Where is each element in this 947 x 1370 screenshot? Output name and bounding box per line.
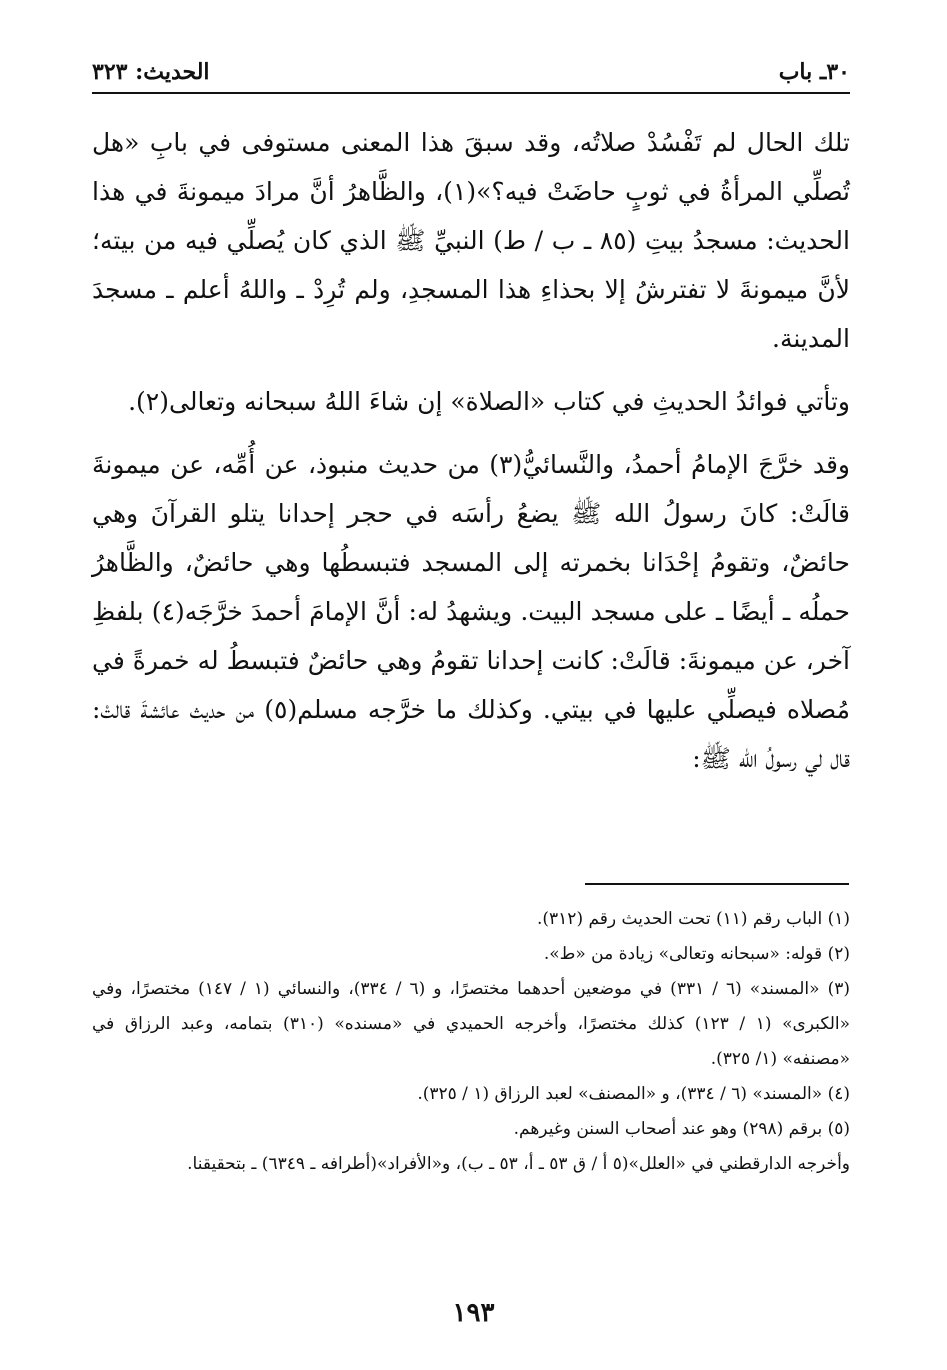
page-number: ١٩٣ (452, 1298, 495, 1328)
chapter-heading: ٣٠ـ باب (778, 59, 850, 85)
hadith-number: الحديث: ٣٢٣ (92, 59, 210, 85)
footnotes (92, 902, 850, 1182)
paragraph: وتأتي فوائدُ الحديثِ في كتاب «الصلاة» إن شاءَ اللهُ سبحانه وتعالى(٢). (128, 387, 850, 416)
footnote: (٣) «المسند» (٦ / ٣٣١) في موضعين أحدهما مختصرًا، و (٦ / ٣٣٤)، والنسائي (١ / ١٤٧) مختصرًا، وفي «الكبرى» (١ / ١٢٣) كذلك مختصرًا، وأخرجه الحميدي في «مسنده» (٣١٠) بتمامه، وعبد الرزاق في «مصنفه» (١/ ٣٢٥). (92, 979, 851, 1069)
footnote: (٤) «المسند» (٦ / ٣٣٤)، و «المصنف» لعبد الرزاق (١ / ٣٢٥). (417, 1084, 850, 1104)
footnote: (١) الباب رقم (١١) تحت الحديث رقم (٣١٢). (537, 909, 850, 929)
page-header (92, 52, 850, 94)
paragraph: وقد خرَّجَ الإمامُ أحمدُ، والنَّسائيُّ(٣) من حديث منبوذ، عن أُمِّه، عن ميمونةَ قالَتْ: كانَ رسولُ الله ﷺ يضعُ رأسَه في حجر إحدانا يتلو القرآنَ وهي حائضٌ، وتقومُ إحْدَانا بخمرته إلى المسجد فتبسطُها وهي حائضٌ، والظَّاهرُ حملُه ـ أيضًا ـ على مسجد البيت. ويشهدُ له: أنَّ الإمامَ أحمدَ خرَّجَه(٤) بلفظِ آخر، عن ميمونةَ: قالَتْ: كانت إحدانا تقومُ وهي حائضٌ فتبسطُ له خمرةً في مُصلاه فيصلِّي عليها في بيتي. وكذلك ما خرَّجه مسلم(٥) من حديث عائشةَ قالتْ: قال لي رسولُ الله ﷺ: (92, 450, 851, 773)
paragraph: تلك الحال لم تَفْسُدْ صلاتُه، وقد سبقَ هذا المعنى مستوفى في بابِ «هل تُصلِّي المرأةُ في ثوبٍ حاضَتْ فيه؟»(١)، والظَّاهرُ أنَّ مرادَ ميمونةَ في هذا الحديث: مسجدُ بيتِ (٨٥ ـ ب / ط) النبيِّ ﷺ الذي كان يُصلِّي فيه من بيته؛ لأنَّ ميمونةَ لا تفترشُ إلا بحذاءِ هذا المسجدِ، ولم تُرِدْ ـ واللهُ أعلم ـ مسجدَ المدينة. (92, 128, 850, 353)
footnote-separator (585, 883, 849, 885)
footnote: (٥) برقم (٢٩٨) وهو عند أصحاب السنن وغيرهم. (513, 1119, 850, 1139)
main-text (92, 118, 850, 783)
footnote: (٢) قوله: «سبحانه وتعالى» زيادة من «ط». (543, 944, 850, 964)
footnote: وأخرجه الدارقطني في «العلل»(٥ أ / ق ٥٣ ـ أ، ٥٣ ـ ب)، و«الأفراد»(أطرافه ـ ٦٣٤٩) ـ بتحقيقنا. (187, 1154, 850, 1174)
